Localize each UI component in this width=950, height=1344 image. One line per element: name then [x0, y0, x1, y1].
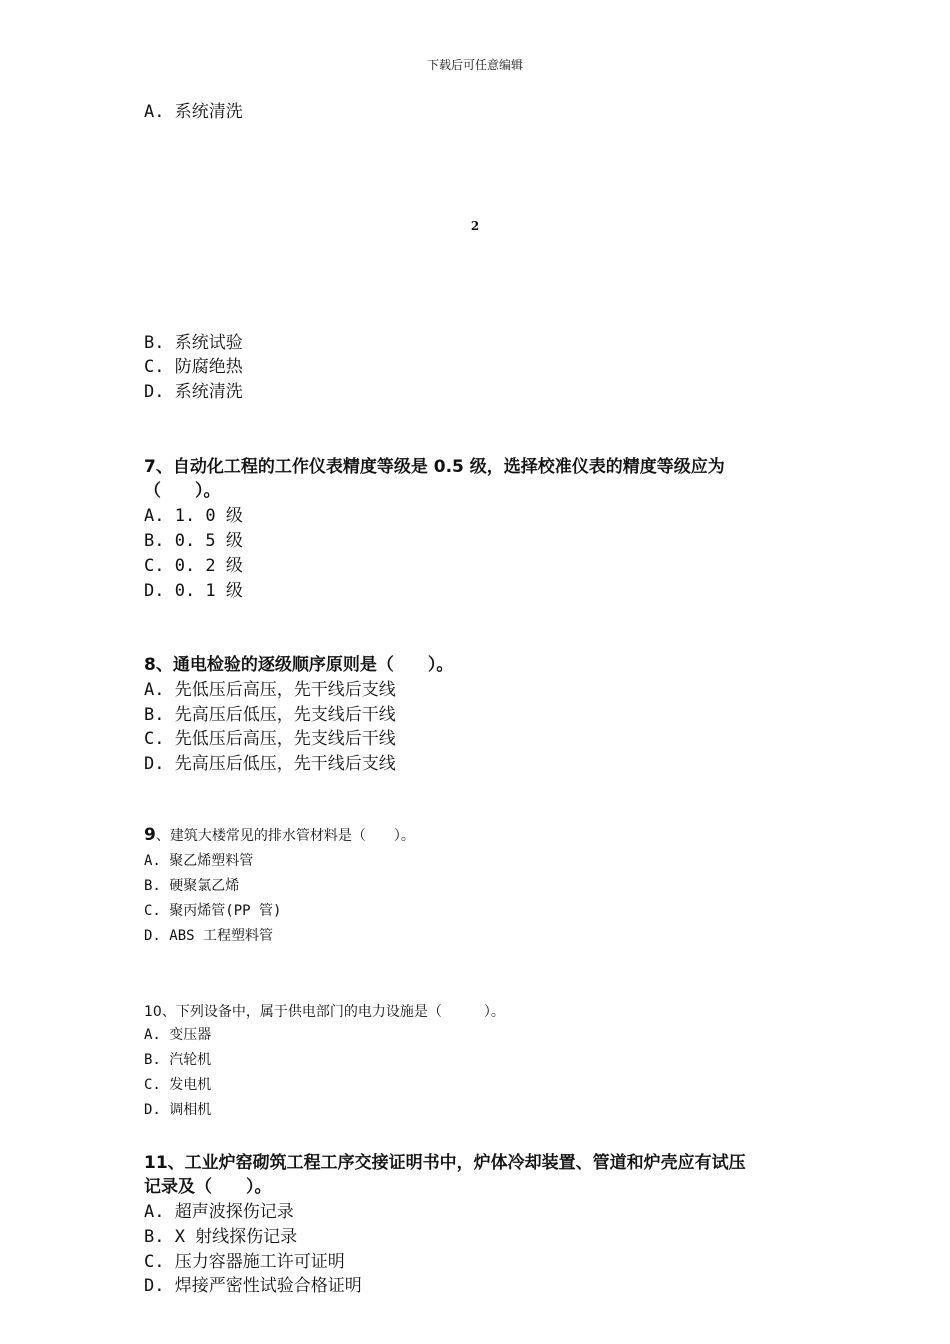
q8-option-a: A. 先低压后高压，先干线后支线 [144, 680, 396, 700]
q11-option-a: A. 超声波探伤记录 [144, 1202, 294, 1222]
q9-option-d: D. ABS 工程塑料管 [144, 928, 274, 944]
q8-stem: 8、通电检验的逐级顺序原则是（ ）。 [144, 655, 454, 675]
q9-stem-text: 、建筑大楼常见的排水管材料是（ ）。 [155, 828, 415, 844]
q6-option-d: D. 系统清洗 [144, 382, 243, 402]
q7-option-c: C. 0. 2 级 [144, 556, 243, 576]
q10-option-a: A. 变压器 [144, 1027, 212, 1043]
q10-option-b: B. 汽轮机 [144, 1052, 212, 1068]
q11-option-d: D. 焊接严密性试验合格证明 [144, 1276, 362, 1296]
q9-number: 9 [144, 825, 156, 845]
q7-option-b: B. 0. 5 级 [144, 531, 243, 551]
q10-option-d: D. 调相机 [144, 1102, 212, 1118]
q11-option-b: B. X 射线探伤记录 [144, 1227, 298, 1247]
q11-stem-line2: 记录及（ ）。 [144, 1177, 272, 1197]
q8-option-b: B. 先高压后低压，先支线后干线 [144, 705, 396, 725]
q6-option-c: C. 防腐绝热 [144, 357, 243, 377]
q11-option-c: C. 压力容器施工许可证明 [144, 1252, 345, 1272]
q10-stem: 10、下列设备中，属于供电部门的电力设施是（ ）。 [144, 1004, 505, 1020]
q10-option-c: C. 发电机 [144, 1077, 212, 1093]
q6-option-a: A. 系统清洗 [144, 102, 243, 122]
q8-option-d: D. 先高压后低压，先干线后支线 [144, 754, 396, 774]
q7-option-d: D. 0. 1 级 [144, 581, 243, 601]
q9-option-c: C. 聚丙烯管(PP 管) [144, 903, 282, 919]
q9-stem [144, 825, 415, 845]
q9-option-b: B. 硬聚氯乙烯 [144, 878, 240, 894]
q7-stem-line1: 7、自动化工程的工作仪表精度等级是 0.5 级，选择校准仪表的精度等级应为 [144, 457, 725, 477]
page-header: 下载后可任意编辑 [426, 58, 523, 72]
q7-stem-line2: （ ）。 [144, 481, 221, 501]
q6-option-b: B. 系统试验 [144, 333, 243, 353]
q7-option-a: A. 1. 0 级 [144, 506, 243, 526]
q9-option-a: A. 聚乙烯塑料管 [144, 853, 254, 869]
q8-option-c: C. 先低压后高压，先支线后干线 [144, 729, 396, 749]
q11-stem-line1: 11、工业炉窑砌筑工程工序交接证明书中，炉体冷却装置、管道和炉壳应有试压 [144, 1153, 746, 1173]
page-number: 2 [470, 219, 480, 233]
